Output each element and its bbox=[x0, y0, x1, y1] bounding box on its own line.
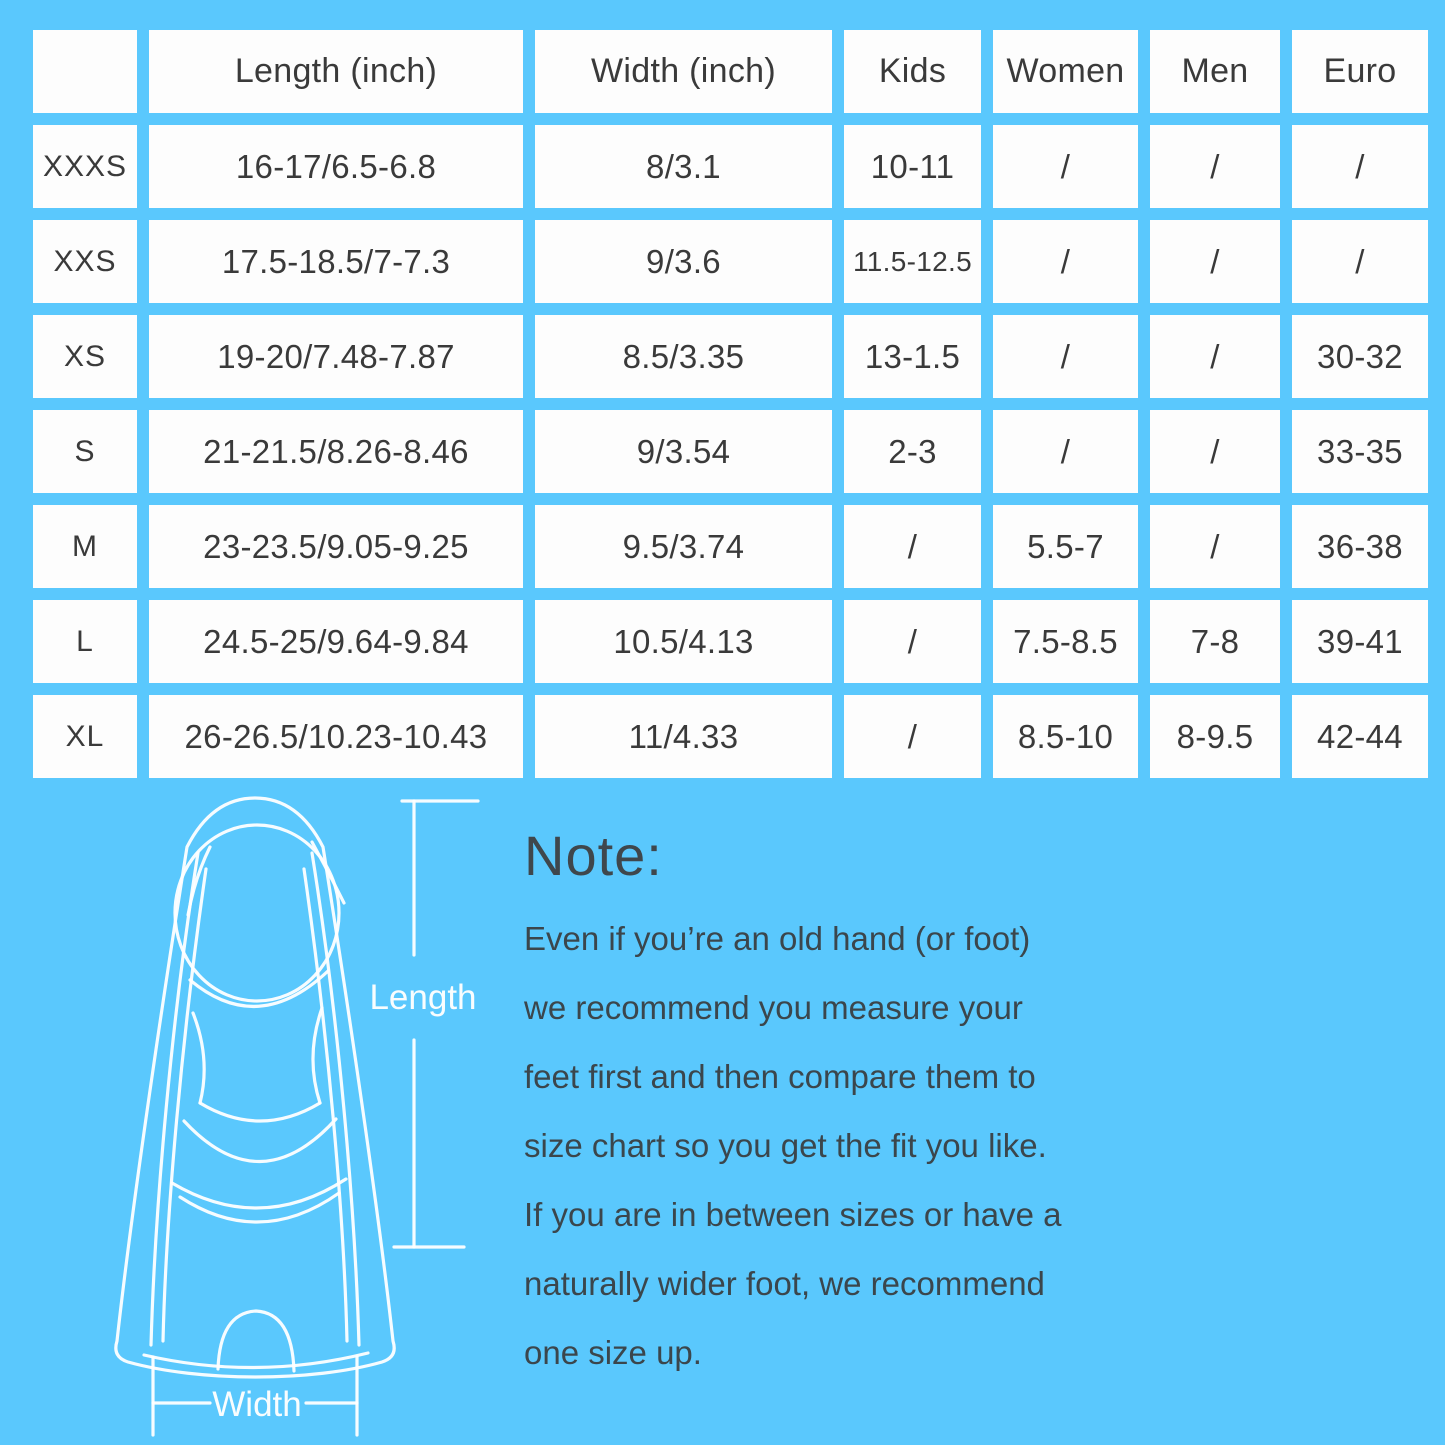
data-cell: / bbox=[1150, 505, 1280, 588]
fin-outline bbox=[116, 798, 394, 1377]
data-cell: 2-3 bbox=[844, 410, 981, 493]
data-cell: / bbox=[1150, 220, 1280, 303]
data-cell: 7-8 bbox=[1150, 600, 1280, 683]
note-line: one size up. bbox=[524, 1334, 702, 1371]
data-cell: 7.5-8.5 bbox=[993, 600, 1138, 683]
data-cell: / bbox=[844, 505, 981, 588]
column-header: Length (inch) bbox=[149, 30, 523, 113]
data-cell: / bbox=[1292, 125, 1428, 208]
data-cell: 9.5/3.74 bbox=[535, 505, 832, 588]
data-cell: 17.5-18.5/7-7.3 bbox=[149, 220, 523, 303]
data-cell: 33-35 bbox=[1292, 410, 1428, 493]
row-header: XL bbox=[33, 695, 137, 778]
row-header: XXS bbox=[33, 220, 137, 303]
data-cell: / bbox=[844, 695, 981, 778]
corner-cell bbox=[33, 30, 137, 113]
data-cell: 8-9.5 bbox=[1150, 695, 1280, 778]
width-label: Width bbox=[212, 1385, 302, 1424]
data-cell: 9/3.54 bbox=[535, 410, 832, 493]
column-header: Men bbox=[1150, 30, 1280, 113]
row-header: S bbox=[33, 410, 137, 493]
note-line: feet first and then compare them to bbox=[524, 1058, 1036, 1095]
column-header: Euro bbox=[1292, 30, 1428, 113]
data-cell: 8.5-10 bbox=[993, 695, 1138, 778]
data-cell: 26-26.5/10.23-10.43 bbox=[149, 695, 523, 778]
data-cell: 11.5-12.5 bbox=[844, 220, 981, 303]
data-cell: / bbox=[1150, 410, 1280, 493]
data-cell: / bbox=[1150, 125, 1280, 208]
data-cell: 8.5/3.35 bbox=[535, 315, 832, 398]
row-header: M bbox=[33, 505, 137, 588]
row-header: XXXS bbox=[33, 125, 137, 208]
data-cell: / bbox=[993, 315, 1138, 398]
note-line: Even if you’re an old hand (or foot) bbox=[524, 920, 1031, 957]
data-cell: 16-17/6.5-6.8 bbox=[149, 125, 523, 208]
fin-line-drawing bbox=[60, 785, 500, 1445]
data-cell: 13-1.5 bbox=[844, 315, 981, 398]
data-cell: 36-38 bbox=[1292, 505, 1428, 588]
column-header: Kids bbox=[844, 30, 981, 113]
size-chart-table bbox=[33, 30, 1428, 778]
data-cell: / bbox=[993, 410, 1138, 493]
data-cell: 24.5-25/9.64-9.84 bbox=[149, 600, 523, 683]
data-cell: 42-44 bbox=[1292, 695, 1428, 778]
data-cell: 8/3.1 bbox=[535, 125, 832, 208]
fin-diagram bbox=[60, 785, 500, 1445]
note-line: If you are in between sizes or have a bbox=[524, 1196, 1062, 1233]
column-header: Women bbox=[993, 30, 1138, 113]
data-cell: 10.5/4.13 bbox=[535, 600, 832, 683]
data-cell: / bbox=[1292, 220, 1428, 303]
data-cell: 39-41 bbox=[1292, 600, 1428, 683]
row-header: XS bbox=[33, 315, 137, 398]
data-cell: / bbox=[993, 125, 1138, 208]
note-section bbox=[524, 823, 1204, 1387]
data-cell: 19-20/7.48-7.87 bbox=[149, 315, 523, 398]
note-title: Note: bbox=[524, 824, 663, 887]
note-line: size chart so you get the fit you like. bbox=[524, 1127, 1047, 1164]
data-cell: 9/3.6 bbox=[535, 220, 832, 303]
data-cell: / bbox=[844, 600, 981, 683]
note-line: naturally wider foot, we recommend bbox=[524, 1265, 1045, 1302]
data-cell: / bbox=[993, 220, 1138, 303]
data-cell: 23-23.5/9.05-9.25 bbox=[149, 505, 523, 588]
data-cell: / bbox=[1150, 315, 1280, 398]
length-dimension-line bbox=[369, 801, 478, 1247]
row-header: L bbox=[33, 600, 137, 683]
note-line: we recommend you measure your bbox=[524, 989, 1023, 1026]
data-cell: 11/4.33 bbox=[535, 695, 832, 778]
data-cell: 21-21.5/8.26-8.46 bbox=[149, 410, 523, 493]
column-header: Width (inch) bbox=[535, 30, 832, 113]
data-cell: 30-32 bbox=[1292, 315, 1428, 398]
data-cell: 5.5-7 bbox=[993, 505, 1138, 588]
data-cell: 10-11 bbox=[844, 125, 981, 208]
length-label: Length bbox=[369, 978, 477, 1017]
